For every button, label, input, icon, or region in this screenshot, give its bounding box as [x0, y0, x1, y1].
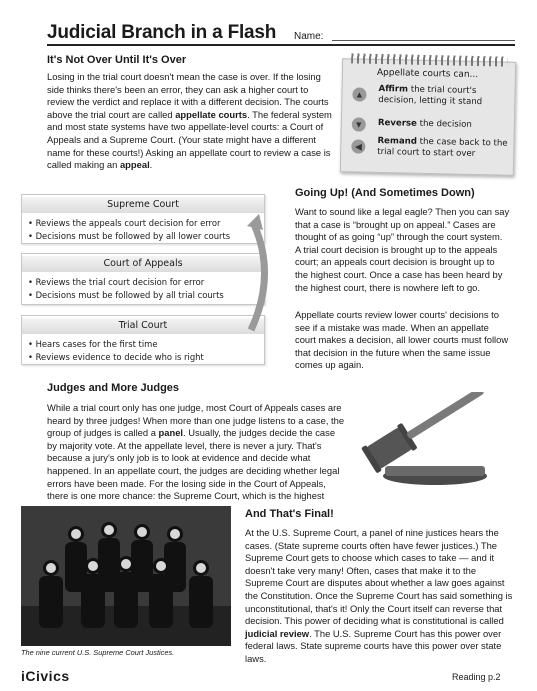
court-box-supreme — [21, 194, 265, 244]
notepad-row-reverse: ▼ Reverse the decision — [348, 113, 513, 142]
appellate-notepad — [340, 58, 516, 176]
title-row — [47, 22, 515, 46]
rewind-icon: ◀ — [351, 139, 365, 153]
thumbs-down-icon: ▼ — [352, 117, 366, 131]
court-box-trial — [21, 315, 265, 365]
gavel-image — [347, 392, 507, 488]
going-up-paragraph-2: Appellate courts review lower courts' decisions to see if a mistake was made. When an appellate court makes a decision, all lower courts must follow that decision in the future when the same issue comes up again. — [295, 309, 509, 371]
thumbs-up-icon: ▲ — [352, 87, 366, 101]
court-item: • Reviews the trial court decision for error — [28, 276, 224, 289]
name-label: Name: — [294, 31, 324, 42]
page-title: Judicial Branch in a Flash — [47, 22, 277, 43]
court-name: Trial Court — [22, 318, 264, 334]
court-item: • Reviews evidence to decide who is right — [28, 351, 204, 364]
court-name: Court of Appeals — [22, 256, 264, 272]
judges-heading: Judges and More Judges — [47, 382, 180, 394]
icivics-logo: iCivics — [21, 668, 70, 684]
court-item: • Reviews the appeals court decision for error — [28, 217, 230, 230]
final-heading: And That's Final! — [245, 508, 334, 520]
notepad-row-remand: ◀ Remand the case back to the trial court to start over — [347, 135, 512, 164]
final-paragraph: At the U.S. Supreme Court, a panel of nine justices hears the cases. (State supreme courts often have fewer justices.) The Supreme Court gets to choose which cases to take — and it doesn't take very many! Often, cases that make it to the Supreme Court are disputes about whether a law goes against the Constitution. Once the Supreme Court has said something is unconstitutional, that's it! Only the Court itself can reverse that decision. This power of deciding what is constitutional is called judicial review. The U.S. Supreme Court has this power over federal laws. State supreme courts have this power over state laws. — [245, 527, 513, 664]
court-box-appeals — [21, 253, 265, 305]
court-item: • Hears cases for the first time — [28, 338, 204, 351]
judges-paragraph: While a trial court only has one judge, most Court of Appeals cases are heard by three judges! When more than one judge listens to a case, the group of judges is called a panel. Usually, the judges decide the case by majority vote. At the appellate level, there is never a jury. That's because a jury's only job is to look at evidence and decide what happened. In an appellate court, the judges are deciding whether legal errors have been made. For the losing side in the Court of Appeals, there is one more chance: the Supreme Court, which is the highest — [47, 402, 345, 502]
going-up-paragraph-1: Want to sound like a legal eagle? Then you can say that a case is “brought up on appeal.” Cases are thought of as going “up” through the court system. A trial court decision is brought up to the appeals court; an appeals court decision is brought up to the highest court. Once a case has been heard by the highest court, there is nowhere left to go. — [295, 206, 510, 293]
going-up-heading: Going Up! (And Sometimes Down) — [295, 187, 475, 199]
photo-caption: The nine current U.S. Supreme Court Justices. — [21, 648, 175, 657]
court-name: Supreme Court — [22, 197, 264, 213]
justices-silhouettes — [21, 506, 231, 646]
court-item: • Decisions must be followed by all trial courts — [28, 289, 224, 302]
name-line — [332, 40, 515, 41]
court-item: • Decisions must be followed by all lower courts — [28, 230, 230, 243]
notepad-spiral — [351, 53, 507, 66]
appeal-arrow — [247, 214, 281, 334]
page-number: Reading p.2 — [452, 672, 501, 682]
justices-photo — [21, 506, 231, 646]
notepad-row-affirm: ▲ Affirm the trial court's decision, letting it stand — [348, 83, 513, 112]
notepad-title: Appellate courts can... — [376, 67, 479, 81]
intro-heading: It's Not Over Until It's Over — [47, 54, 187, 66]
intro-paragraph: Losing in the trial court doesn't mean the case is over. If the losing side thinks there's been an error, they can ask a higher court to review the verdict and replace it with a different decision. The courts above the trial court are called appellate courts. The federal system and most state systems have two appellate-level courts: a Court of Appeals and a Supreme Court. (Your state might have a different name for these courts!) Asking an appellate court to review a case is called making an appeal. — [47, 71, 332, 171]
